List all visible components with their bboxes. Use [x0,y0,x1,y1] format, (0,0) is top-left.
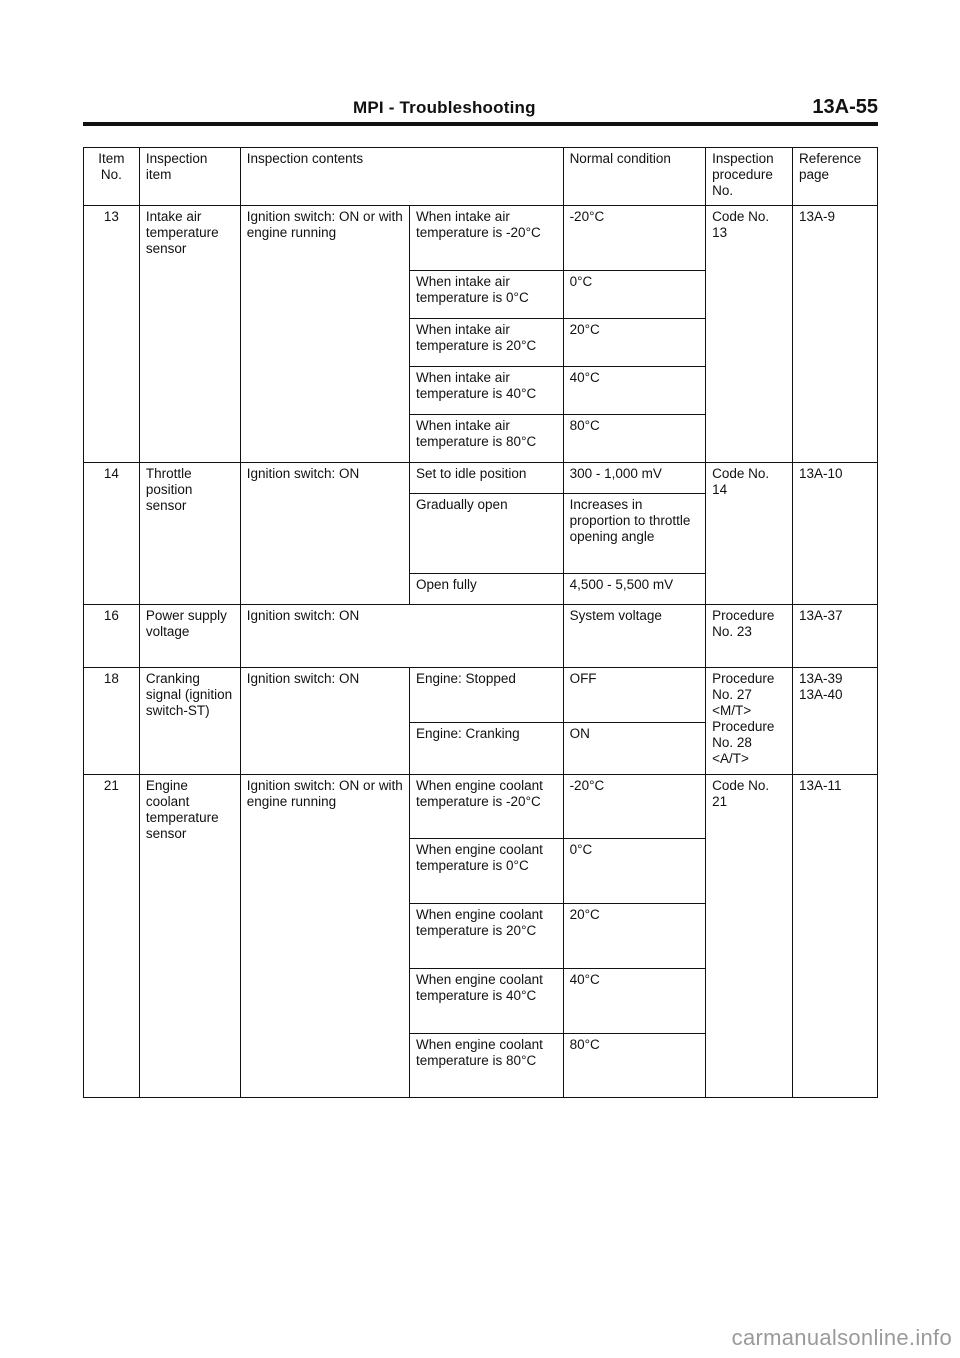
table-row [84,463,878,494]
inspection-condition: Ignition switch: ON [240,668,409,775]
procedure-no: Code No. 13 [706,206,793,463]
inspection-item: Cranking signal (ignition switch-ST) [139,668,240,775]
header-procedure: Inspection procedure No. [706,148,793,206]
sub-condition: When intake air temperature is 80°C [410,415,564,463]
header-inspection-item: Inspection item [139,148,240,206]
inspection-item: Intake air temperature sensor [139,206,240,463]
inspection-condition: Ignition switch: ON or with engine running [240,206,409,463]
inspection-condition: Ignition switch: ON [240,463,409,605]
reference-page: 13A-9 [793,206,878,463]
normal-value: System voltage [563,605,706,668]
normal-value: 20°C [563,319,706,367]
item-no: 14 [84,463,140,605]
inspection-table [83,147,878,1098]
sub-condition: When engine coolant temperature is -20°C [410,775,564,839]
header-normal-condition: Normal condition [563,148,706,206]
reference-page: 13A-39 13A-40 [793,668,878,775]
inspection-item: Throttle position sensor [139,463,240,605]
page-number: 13A-55 [812,96,878,118]
normal-value: 0°C [563,839,706,904]
sub-condition: When engine coolant temperature is 80°C [410,1034,564,1098]
inspection-condition: Ignition switch: ON or with engine running [240,775,409,1098]
sub-condition: Gradually open [410,494,564,574]
normal-value: 80°C [563,1034,706,1098]
inspection-item: Power supply voltage [139,605,240,668]
item-no: 13 [84,206,140,463]
page-title: MPI - Troubleshooting [353,98,536,117]
page-header [83,96,878,126]
normal-value: 40°C [563,969,706,1034]
procedure-no: Procedure No. 23 [706,605,793,668]
normal-value: 40°C [563,367,706,415]
sub-condition: When engine coolant temperature is 0°C [410,839,564,904]
sub-condition: Set to idle position [410,463,564,494]
normal-value: 20°C [563,904,706,969]
normal-value: -20°C [563,775,706,839]
header-item-no: Item No. [84,148,140,206]
table-row [84,206,878,271]
normal-value: 0°C [563,271,706,319]
normal-value: OFF [563,668,706,723]
sub-condition: When intake air temperature is -20°C [410,206,564,271]
normal-value: -20°C [563,206,706,271]
sub-condition: When intake air temperature is 40°C [410,367,564,415]
sub-condition: When engine coolant temperature is 20°C [410,904,564,969]
watermark: carmanualsonline.info [731,1325,952,1350]
reference-page: 13A-10 [793,463,878,605]
table-row [84,605,878,668]
item-no: 16 [84,605,140,668]
table-row [84,775,878,839]
sub-condition: When intake air temperature is 20°C [410,319,564,367]
normal-value: Increases in proportion to throttle opening angle [563,494,706,574]
sub-condition: When engine coolant temperature is 40°C [410,969,564,1034]
reference-page: 13A-37 [793,605,878,668]
table-row [84,668,878,723]
normal-value: 80°C [563,415,706,463]
table-header-row [84,148,878,206]
sub-condition: Open fully [410,574,564,605]
inspection-item: Engine coolant temperature sensor [139,775,240,1098]
procedure-no: Code No. 14 [706,463,793,605]
item-no: 21 [84,775,140,1098]
normal-value: 300 - 1,000 mV [563,463,706,494]
sub-condition: Engine: Cranking [410,723,564,775]
normal-value: ON [563,723,706,775]
procedure-no: Procedure No. 27 <M/T> Procedure No. 28 <A/T> [706,668,793,775]
item-no: 18 [84,668,140,775]
sub-condition: When intake air temperature is 0°C [410,271,564,319]
sub-condition: Engine: Stopped [410,668,564,723]
header-inspection-contents: Inspection contents [240,148,563,206]
reference-page: 13A-11 [793,775,878,1098]
inspection-condition: Ignition switch: ON [240,605,563,668]
header-reference: Reference page [793,148,878,206]
procedure-no: Code No. 21 [706,775,793,1098]
normal-value: 4,500 - 5,500 mV [563,574,706,605]
